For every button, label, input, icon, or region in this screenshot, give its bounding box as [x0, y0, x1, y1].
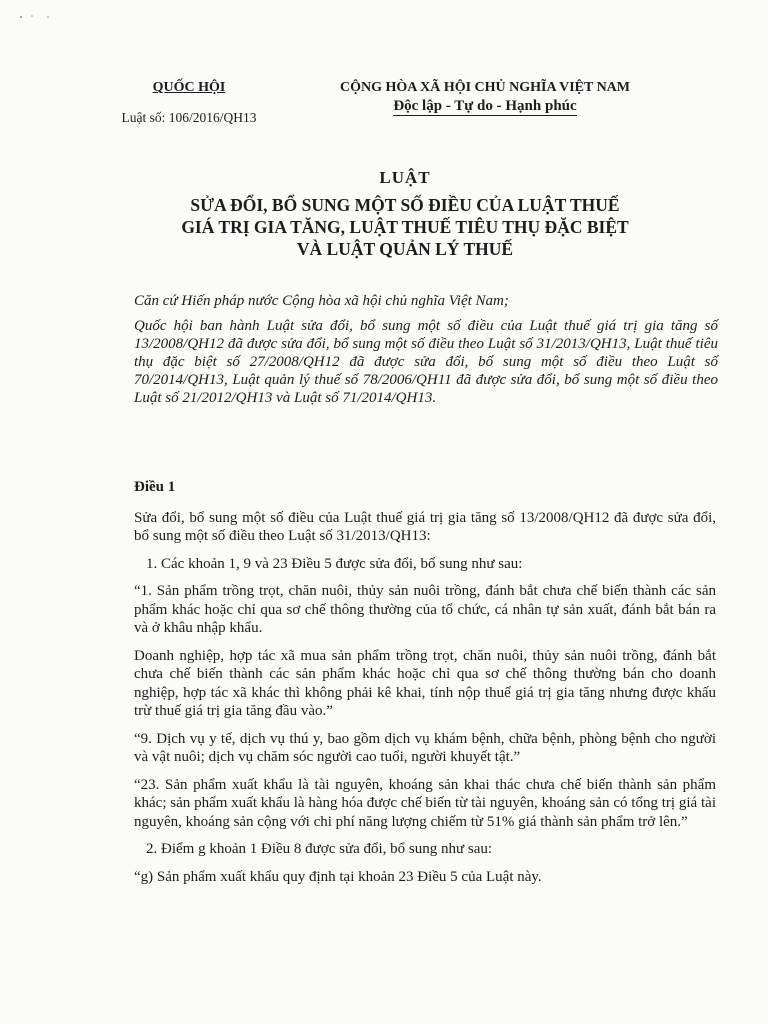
quoted-paragraph: “9. Dịch vụ y tế, dịch vụ thú y, bao gồm dịch vụ khám bệnh, chữa bệnh, phòng bệnh cho người và vật nuôi; dịch vụ chăm sóc người cao tuổi, người khuyết tật.”	[134, 730, 716, 765]
clause-2: 2. Điểm g khoản 1 Điều 8 được sửa đổi, bổ sung như sau:	[146, 841, 493, 857]
quoted-paragraph: Doanh nghiệp, hợp tác xã mua sản phẩm trồng trọt, chăn nuôi, thủy sản nuôi trồng, đánh bắt chưa chế biến thành các sản phẩm khác hoặc chỉ qua sơ chế thông thường bán cho doanh nghiệp, hợp tác xã khác thì không phải kê khai, tính nộp thuế giá trị gia tăng nhưng được khấu trừ thuế giá trị gia tăng đầu vào.”	[134, 647, 716, 719]
quoted-paragraph: “23. Sản phẩm xuất khẩu là tài nguyên, khoáng sản khai thác chưa chế biến thành sản phẩm khác; sản phẩm xuất khẩu là hàng hóa được chế biến từ tài nguyên, khoáng sản có tổng trị giá tài nguyên, khoáng sản cộng với chi phí năng lượng chiếm từ 51% giá thành sản phẩm trở lên.”	[134, 776, 716, 830]
national-header	[310, 80, 660, 115]
preamble-enactment: Quốc hội ban hành Luật sửa đổi, bổ sung một số điều của Luật thuế giá trị gia tăng số 13/2008/QH12 đã được sửa đổi, bổ sung một số điều theo Luật số 31/2013/QH13, Luật thuế tiêu thụ đặc biệt số 27/2008/QH12 đã được sửa đổi, bổ sung một số điều theo Luật số 70/2014/QH13, Luật quản lý thuế số 78/2006/QH11 đã được sửa đổi, bổ sung một số điều theo Luật số 21/2012/QH13 và Luật số 71/2014/QH13.	[134, 318, 718, 406]
national-motto-text: Độc lập - Tự do - Hạnh phúc	[393, 98, 577, 114]
article-1	[134, 478, 716, 895]
document-type: LUẬT	[379, 168, 431, 187]
quoted-paragraph: “1. Sản phẩm trồng trọt, chăn nuôi, thủy sản nuôi trồng, đánh bắt chưa chế biến thành các sản phẩm khác hoặc chỉ qua sơ chế thông thường của tổ chức, cá nhân tự sản xuất, đánh bắt bán ra và ở khâu nhập khẩu.	[134, 583, 716, 636]
national-motto	[310, 98, 660, 115]
issuer-block	[104, 80, 274, 126]
law-number: Luật số: 106/2016/QH13	[121, 110, 257, 125]
preamble-basis: Căn cứ Hiến pháp nước Cộng hòa xã hội chủ nghĩa Việt Nam;	[134, 293, 509, 309]
nation-name: CỘNG HÒA XÃ HỘI CHỦ NGHĨA VIỆT NAM	[339, 80, 630, 95]
quoted-paragraph: “g) Sản phẩm xuất khẩu quy định tại khoản 23 Điều 5 của Luật này.	[134, 868, 542, 885]
document-title-block	[90, 168, 720, 260]
article-heading: Điều 1	[134, 479, 176, 495]
scan-speck-mark	[18, 14, 58, 20]
clause-1: 1. Các khoản 1, 9 và 23 Điều 5 được sửa đổi, bổ sung như sau:	[146, 555, 523, 572]
title-line-2: GIÁ TRỊ GIA TĂNG, LUẬT THUẾ TIÊU THỤ ĐẶC BIỆT	[181, 217, 629, 237]
issuer-name: QUỐC HỘI	[152, 80, 226, 95]
title-line-1: SỬA ĐỔI, BỔ SUNG MỘT SỐ ĐIỀU CỦA LUẬT THUẾ	[190, 195, 620, 215]
title-line-3: VÀ LUẬT QUẢN LÝ THUẾ	[296, 239, 514, 259]
article-intro: Sửa đổi, bổ sung một số điều của Luật thuế giá trị gia tăng số 13/2008/QH12 đã được sửa đổi, bổ sung một số điều theo Luật số 31/2013/QH13:	[134, 509, 716, 544]
document-title	[90, 194, 720, 260]
preamble	[134, 292, 718, 414]
